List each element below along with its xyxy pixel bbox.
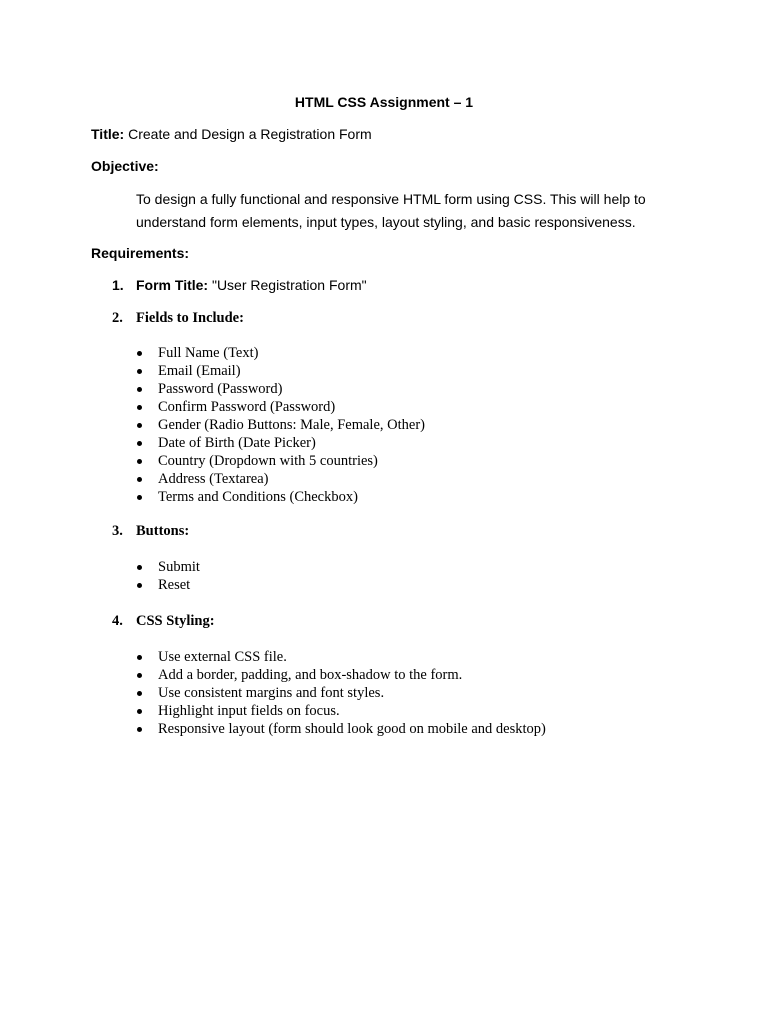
bullet-icon	[137, 477, 142, 482]
list-item	[136, 344, 425, 362]
list-item	[136, 434, 425, 452]
list-item-text: Submit	[158, 559, 200, 575]
bullet-icon	[137, 691, 142, 696]
list-item	[136, 558, 200, 576]
list-item-text: Country (Dropdown with 5 countries)	[158, 453, 378, 469]
list-item-text: Reset	[158, 577, 191, 593]
bullet-icon	[137, 709, 142, 714]
bullet-icon	[137, 441, 142, 446]
bullet-icon	[137, 369, 142, 374]
list-item	[136, 720, 546, 738]
list-item-text: Confirm Password (Password)	[158, 399, 336, 415]
list-item-text: Full Name (Text)	[158, 345, 259, 361]
css-styling-list	[136, 648, 546, 738]
requirement-number: 1.	[112, 277, 124, 293]
bullet-icon	[137, 673, 142, 678]
bullet-icon	[137, 387, 142, 392]
bullet-icon	[137, 583, 142, 588]
title-label: Title:	[91, 126, 125, 142]
list-item-text: Add a border, padding, and box-shadow to the form.	[158, 667, 463, 683]
requirement-label: CSS Styling:	[136, 613, 215, 629]
list-item-text: Gender (Radio Buttons: Male, Female, Other)	[158, 417, 425, 433]
list-item	[136, 666, 546, 684]
bullet-icon	[137, 565, 142, 570]
list-item-text: Responsive layout (form should look good on mobile and desktop)	[158, 721, 546, 737]
buttons-list	[136, 558, 200, 594]
requirement-item-fields	[112, 310, 244, 327]
list-item-text: Date of Birth (Date Picker)	[158, 435, 316, 451]
requirement-item-form-title	[112, 277, 367, 293]
list-item	[136, 470, 425, 488]
list-item	[136, 398, 425, 416]
requirement-number: 3.	[112, 523, 123, 539]
list-item	[136, 702, 546, 720]
list-item-text: Email (Email)	[158, 363, 241, 379]
list-item-text: Password (Password)	[158, 381, 283, 397]
requirement-label: Buttons:	[136, 523, 190, 539]
document-title: HTML CSS Assignment – 1	[294, 94, 474, 110]
list-item	[136, 416, 425, 434]
title-line	[91, 126, 372, 142]
list-item	[136, 452, 425, 470]
list-item	[136, 648, 546, 666]
requirement-item-buttons	[112, 523, 189, 540]
list-item	[136, 684, 546, 702]
bullet-icon	[137, 423, 142, 428]
requirements-heading: Requirements:	[91, 245, 190, 261]
requirement-label: Fields to Include:	[136, 310, 244, 326]
list-item	[136, 380, 425, 398]
list-item-text: Terms and Conditions (Checkbox)	[158, 489, 358, 505]
requirement-number: 2.	[112, 310, 123, 326]
bullet-icon	[137, 727, 142, 732]
objective-heading: Objective:	[91, 158, 159, 174]
list-item-text: Use external CSS file.	[158, 649, 287, 665]
list-item-text: Highlight input fields on focus.	[158, 703, 340, 719]
requirement-item-css-styling	[112, 613, 215, 630]
bullet-icon	[137, 351, 142, 356]
fields-list	[136, 344, 425, 506]
bullet-icon	[137, 405, 142, 410]
list-item	[136, 362, 425, 380]
list-item	[136, 576, 200, 594]
bullet-icon	[137, 459, 142, 464]
list-item-text: Address (Textarea)	[158, 471, 269, 487]
requirement-label: Form Title:	[136, 277, 209, 293]
objective-text: To design a fully functional and responsive HTML form using CSS. This will help to understand form elements, input types, layout styling, and basic responsiveness.	[136, 191, 646, 230]
bullet-icon	[137, 495, 142, 500]
requirement-value: "User Registration Form"	[208, 277, 367, 293]
bullet-icon	[137, 655, 142, 660]
list-item	[136, 488, 425, 506]
title-value: Create and Design a Registration Form	[124, 126, 372, 142]
requirement-number: 4.	[112, 613, 123, 629]
list-item-text: Use consistent margins and font styles.	[158, 685, 385, 701]
